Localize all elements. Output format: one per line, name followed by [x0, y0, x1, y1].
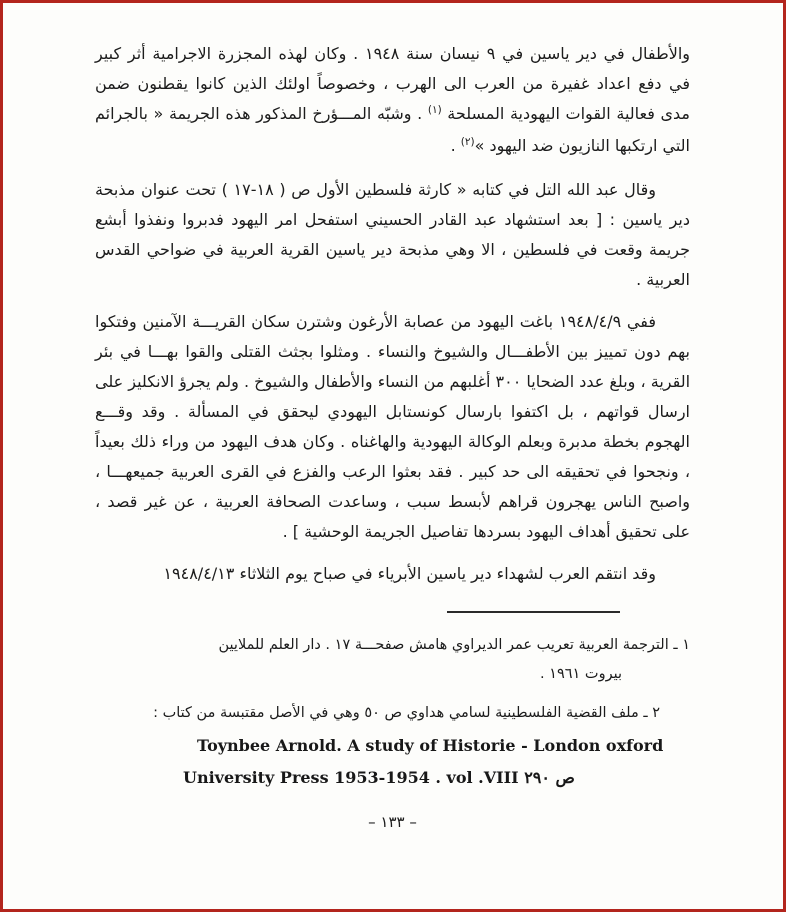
citation-block	[95, 730, 690, 794]
paragraph-text: ففي ١٩٤٨/٤/٩ باغت اليهود من عصابة الأرغون وشترن سكان القريـــة الآمنين وفتكوا بهم دون تمييز بين الأطفـــال والشيوخ والنساء . ومثلوا بجثث القتلى والقوا بهـــا في بئر القرية ، وبلغ عدد الضحايا ٣٠٠ أغلبهم من النساء والأطفال والشيوخ . ولم يجرؤ الانكليز على ارسال قواتهم ، بل اكتفوا بارسال كونستابل اليهودي ليحقق في المسألة . وقد وقـــع الهجوم بخطة مدبرة وبعلم الوكالة اليهودية والهاغناه . وكان هدف اليهود من وراء ذلك بعيداً ، ونجحوا في تحقيقه الى حد كبير . فقد بعثوا الرعب والفزع في القرى العربية جميعهـــا ، واصبح الناس يهجرون قراهم لأبسط سبب ، وساعدت الصحافة العربية ، عن غير قصد ، على تحقيق أهداف اليهود بسردها تفاصيل الجريمة الوحشية ] .	[95, 312, 691, 541]
paragraph	[95, 559, 690, 589]
footnote-line: بيروت ١٩٦١ .	[539, 666, 622, 682]
footnote-marker: (٢)	[460, 136, 475, 148]
footnotes-section	[95, 631, 690, 794]
footnote-line: ٢ ـ ملف القضية الفلسطينية لسامي هداوي ص ٥٠ وهي في الأصل مقتبسة من كتاب :	[153, 705, 660, 721]
paragraph-text: .	[450, 136, 461, 155]
footnote-marker: (١)	[427, 104, 442, 116]
page-number: – ١٣٣ –	[368, 813, 417, 831]
paragraph-text: والأطفال في دير ياسين في ٩ نيسان سنة ١٩٤٨ . وكان لهذه المجزرة الاجرامية أثر كبير في دفع اعداد غفيرة من العرب الى الهرب ، وخصوصاً اولئك الذين كانوا يقطنون ضمن مدى فعالية القوات اليهودية المسلحة	[95, 44, 691, 123]
footnote-line: ١ ـ الترجمة العربية تعريب عمر الديراوي هامش صفحـــة ١٧ . دار العلم للملايين	[218, 637, 690, 653]
paragraph-text: وقال عبد الله التل في كتابه « كارثة فلسطين الأول ص ( ١٨-١٧ ) تحت عنوان مذبحة دير ياسين : [ بعد استشهاد عبد القادر الحسيني استفحل امر اليهود فدبروا ونفذوا أبشع جريمة وقعت في فلسطين ، الا وهي مذبحة دير ياسين القرية العربية في ضواحي القدس العربية .	[95, 180, 690, 289]
paragraph-text: وقد انتقم العرب لشهداء دير ياسين الأبرياء في صباح يوم الثلاثاء ١٩٤٨/٤/١٣	[163, 564, 656, 583]
paragraph	[95, 175, 690, 295]
paragraph	[95, 307, 690, 547]
body-paragraphs	[95, 39, 690, 589]
footnote	[95, 699, 690, 794]
paragraph	[95, 39, 690, 163]
page-body	[3, 3, 783, 832]
citation-line: Toynbee Arnold. A study of Historie - London oxford	[197, 736, 664, 755]
footnote	[95, 631, 690, 689]
paragraph-text: . وشبّه المـــؤرخ المذكور هذه الجريمة « بالجرائم التي ارتكبها النازيون ضد اليهود »	[95, 104, 690, 155]
citation-line: University Press 1953-1954 . vol .VIII ص ٢٩٠	[183, 768, 575, 787]
footnote-separator	[447, 611, 620, 613]
